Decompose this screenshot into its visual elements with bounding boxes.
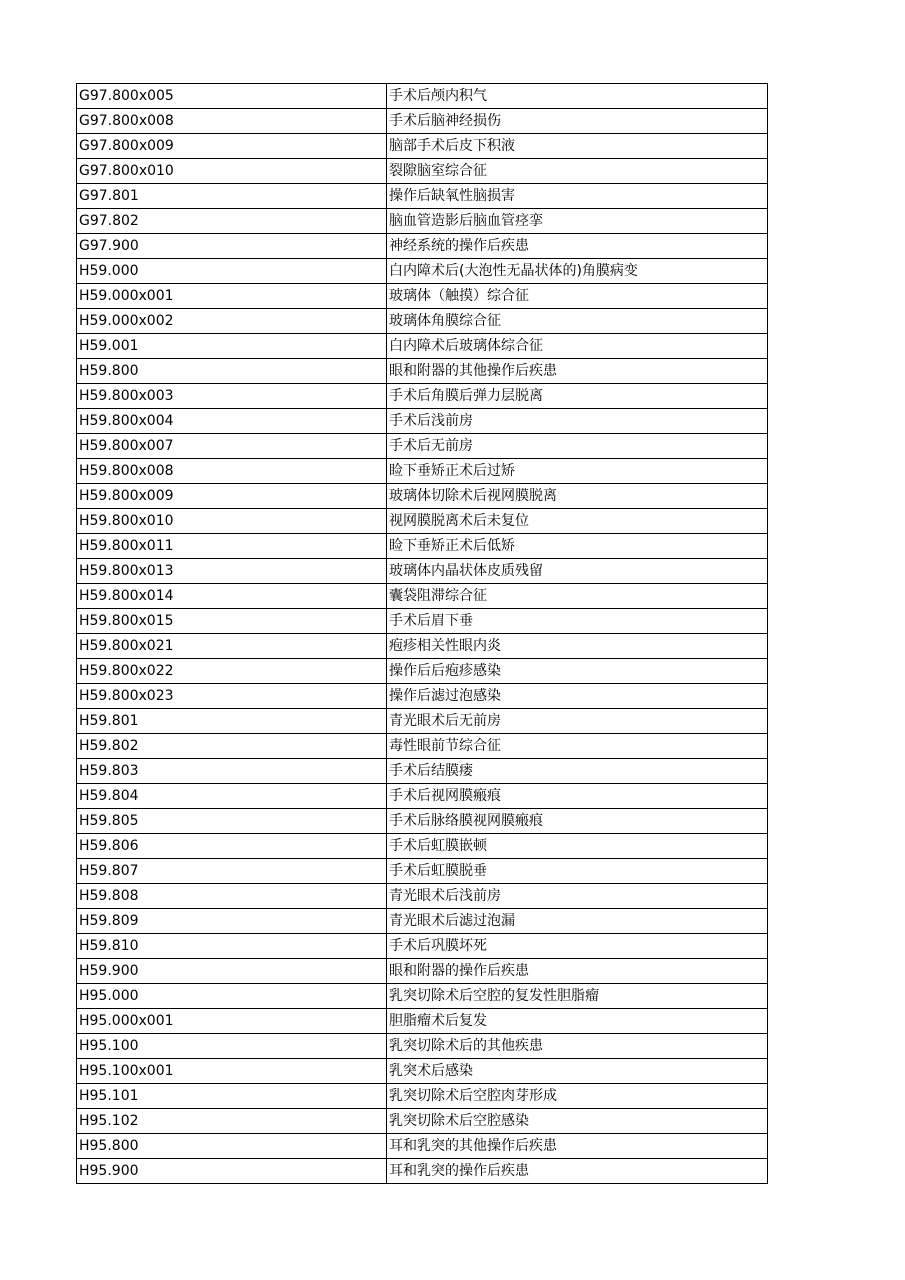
- diagnosis-name-cell: 手术后颅内积气: [387, 84, 768, 109]
- diagnosis-name-cell: 乳突切除术后空腔肉芽形成: [387, 1084, 768, 1109]
- diagnosis-name-cell: 青光眼术后浅前房: [387, 884, 768, 909]
- code-cell: H59.800x023: [77, 684, 387, 709]
- diagnosis-name-cell: 手术后脉络膜视网膜瘢痕: [387, 809, 768, 834]
- diagnosis-name-cell: 视网膜脱离术后未复位: [387, 509, 768, 534]
- diagnosis-name-cell: 手术后结膜瘘: [387, 759, 768, 784]
- diagnosis-name-cell: 神经系统的操作后疾患: [387, 234, 768, 259]
- diagnosis-name-cell: 囊袋阻滞综合征: [387, 584, 768, 609]
- code-cell: H59.803: [77, 759, 387, 784]
- table-row: [77, 109, 768, 134]
- diagnosis-name-cell: 乳突切除术后的其他疾患: [387, 1034, 768, 1059]
- diagnosis-name-cell: 手术后无前房: [387, 434, 768, 459]
- table-row: [77, 709, 768, 734]
- table-row: [77, 184, 768, 209]
- table-row: [77, 584, 768, 609]
- table-row: [77, 159, 768, 184]
- diagnosis-name-cell: 操作后滤过泡感染: [387, 684, 768, 709]
- table-row: [77, 1159, 768, 1184]
- diagnosis-name-cell: 玻璃体（触摸）综合征: [387, 284, 768, 309]
- table-row: [77, 859, 768, 884]
- diagnosis-name-cell: 白内障术后玻璃体综合征: [387, 334, 768, 359]
- code-cell: H59.001: [77, 334, 387, 359]
- code-cell: G97.800x008: [77, 109, 387, 134]
- table-row: [77, 609, 768, 634]
- table-row: [77, 659, 768, 684]
- diagnosis-name-cell: 睑下垂矫正术后低矫: [387, 534, 768, 559]
- diagnosis-name-cell: 乳突切除术后空腔的复发性胆脂瘤: [387, 984, 768, 1009]
- diagnosis-name-cell: 操作后后疱疹感染: [387, 659, 768, 684]
- code-cell: H95.800: [77, 1134, 387, 1159]
- diagnosis-name-cell: 手术后角膜后弹力层脱离: [387, 384, 768, 409]
- table-row: [77, 234, 768, 259]
- diagnosis-name-cell: 乳突术后感染: [387, 1059, 768, 1084]
- diagnosis-name-cell: 毒性眼前节综合征: [387, 734, 768, 759]
- code-cell: H95.100: [77, 1034, 387, 1059]
- code-cell: H59.000: [77, 259, 387, 284]
- table-row: [77, 284, 768, 309]
- diagnosis-name-cell: 裂隙脑室综合征: [387, 159, 768, 184]
- diagnosis-name-cell: 手术后巩膜坏死: [387, 934, 768, 959]
- table-row: [77, 559, 768, 584]
- diagnosis-name-cell: 青光眼术后滤过泡漏: [387, 909, 768, 934]
- diagnosis-code-sheet: [76, 83, 767, 1184]
- table-row: [77, 1084, 768, 1109]
- code-cell: H95.102: [77, 1109, 387, 1134]
- table-row: [77, 134, 768, 159]
- table-row: [77, 934, 768, 959]
- table-row: [77, 384, 768, 409]
- table-row: [77, 759, 768, 784]
- code-cell: H95.100x001: [77, 1059, 387, 1084]
- diagnosis-name-cell: 玻璃体内晶状体皮质残留: [387, 559, 768, 584]
- table-row: [77, 434, 768, 459]
- code-cell: H59.800x009: [77, 484, 387, 509]
- table-row: [77, 209, 768, 234]
- code-cell: G97.800x009: [77, 134, 387, 159]
- code-cell: H95.000: [77, 984, 387, 1009]
- table-row: [77, 634, 768, 659]
- table-row: [77, 359, 768, 384]
- code-cell: G97.800x010: [77, 159, 387, 184]
- code-cell: G97.900: [77, 234, 387, 259]
- diagnosis-name-cell: 手术后虹膜脱垂: [387, 859, 768, 884]
- table-row: [77, 1034, 768, 1059]
- code-cell: H59.806: [77, 834, 387, 859]
- table-row: [77, 834, 768, 859]
- code-cell: H59.810: [77, 934, 387, 959]
- code-cell: H59.802: [77, 734, 387, 759]
- table-row: [77, 459, 768, 484]
- table-row: [77, 409, 768, 434]
- code-cell: H95.000x001: [77, 1009, 387, 1034]
- table-row: [77, 809, 768, 834]
- code-cell: H59.808: [77, 884, 387, 909]
- diagnosis-name-cell: 疱疹相关性眼内炎: [387, 634, 768, 659]
- table-row: [77, 959, 768, 984]
- code-cell: H59.800: [77, 359, 387, 384]
- table-row: [77, 509, 768, 534]
- diagnosis-name-cell: 玻璃体角膜综合征: [387, 309, 768, 334]
- table-row: [77, 684, 768, 709]
- diagnosis-name-cell: 耳和乳突的操作后疾患: [387, 1159, 768, 1184]
- table-row: [77, 309, 768, 334]
- table-row: [77, 909, 768, 934]
- diagnosis-name-cell: 手术后脑神经损伤: [387, 109, 768, 134]
- diagnosis-name-cell: 手术后眉下垂: [387, 609, 768, 634]
- table-row: [77, 1134, 768, 1159]
- code-cell: G97.802: [77, 209, 387, 234]
- code-cell: H59.800x010: [77, 509, 387, 534]
- table-row: [77, 84, 768, 109]
- diagnosis-name-cell: 睑下垂矫正术后过矫: [387, 459, 768, 484]
- table-row: [77, 734, 768, 759]
- diagnosis-name-cell: 操作后缺氧性脑损害: [387, 184, 768, 209]
- diagnosis-name-cell: 耳和乳突的其他操作后疾患: [387, 1134, 768, 1159]
- diagnosis-name-cell: 眼和附器的其他操作后疾患: [387, 359, 768, 384]
- table-row: [77, 1059, 768, 1084]
- diagnosis-name-cell: 胆脂瘤术后复发: [387, 1009, 768, 1034]
- table-row: [77, 1109, 768, 1134]
- table-row: [77, 259, 768, 284]
- diagnosis-name-cell: 玻璃体切除术后视网膜脱离: [387, 484, 768, 509]
- code-cell: H59.800x021: [77, 634, 387, 659]
- table-row: [77, 784, 768, 809]
- code-cell: H59.807: [77, 859, 387, 884]
- code-cell: H59.000x002: [77, 309, 387, 334]
- diagnosis-name-cell: 眼和附器的操作后疾患: [387, 959, 768, 984]
- code-cell: H59.809: [77, 909, 387, 934]
- code-cell: G97.801: [77, 184, 387, 209]
- diagnosis-name-cell: 白内障术后(大泡性无晶状体的)角膜病变: [387, 259, 768, 284]
- code-cell: H59.800x014: [77, 584, 387, 609]
- code-cell: H59.900: [77, 959, 387, 984]
- table-row: [77, 534, 768, 559]
- diagnosis-name-cell: 脑部手术后皮下积液: [387, 134, 768, 159]
- code-cell: H59.800x022: [77, 659, 387, 684]
- code-cell: H59.800x003: [77, 384, 387, 409]
- code-cell: H59.805: [77, 809, 387, 834]
- table-row: [77, 484, 768, 509]
- code-cell: H59.800x015: [77, 609, 387, 634]
- code-cell: H59.800x011: [77, 534, 387, 559]
- code-cell: H59.000x001: [77, 284, 387, 309]
- diagnosis-name-cell: 青光眼术后无前房: [387, 709, 768, 734]
- code-cell: G97.800x005: [77, 84, 387, 109]
- code-cell: H59.804: [77, 784, 387, 809]
- diagnosis-name-cell: 手术后浅前房: [387, 409, 768, 434]
- diagnosis-name-cell: 脑血管造影后脑血管痉挛: [387, 209, 768, 234]
- code-cell: H95.101: [77, 1084, 387, 1109]
- diagnosis-code-table: [76, 83, 768, 1184]
- table-row: [77, 984, 768, 1009]
- code-cell: H95.900: [77, 1159, 387, 1184]
- code-cell: H59.800x007: [77, 434, 387, 459]
- table-row: [77, 1009, 768, 1034]
- code-cell: H59.800x004: [77, 409, 387, 434]
- code-cell: H59.801: [77, 709, 387, 734]
- table-row: [77, 884, 768, 909]
- diagnosis-name-cell: 乳突切除术后空腔感染: [387, 1109, 768, 1134]
- diagnosis-name-cell: 手术后虹膜嵌顿: [387, 834, 768, 859]
- code-cell: H59.800x008: [77, 459, 387, 484]
- table-body: [77, 84, 768, 1184]
- table-row: [77, 334, 768, 359]
- code-cell: H59.800x013: [77, 559, 387, 584]
- diagnosis-name-cell: 手术后视网膜瘢痕: [387, 784, 768, 809]
